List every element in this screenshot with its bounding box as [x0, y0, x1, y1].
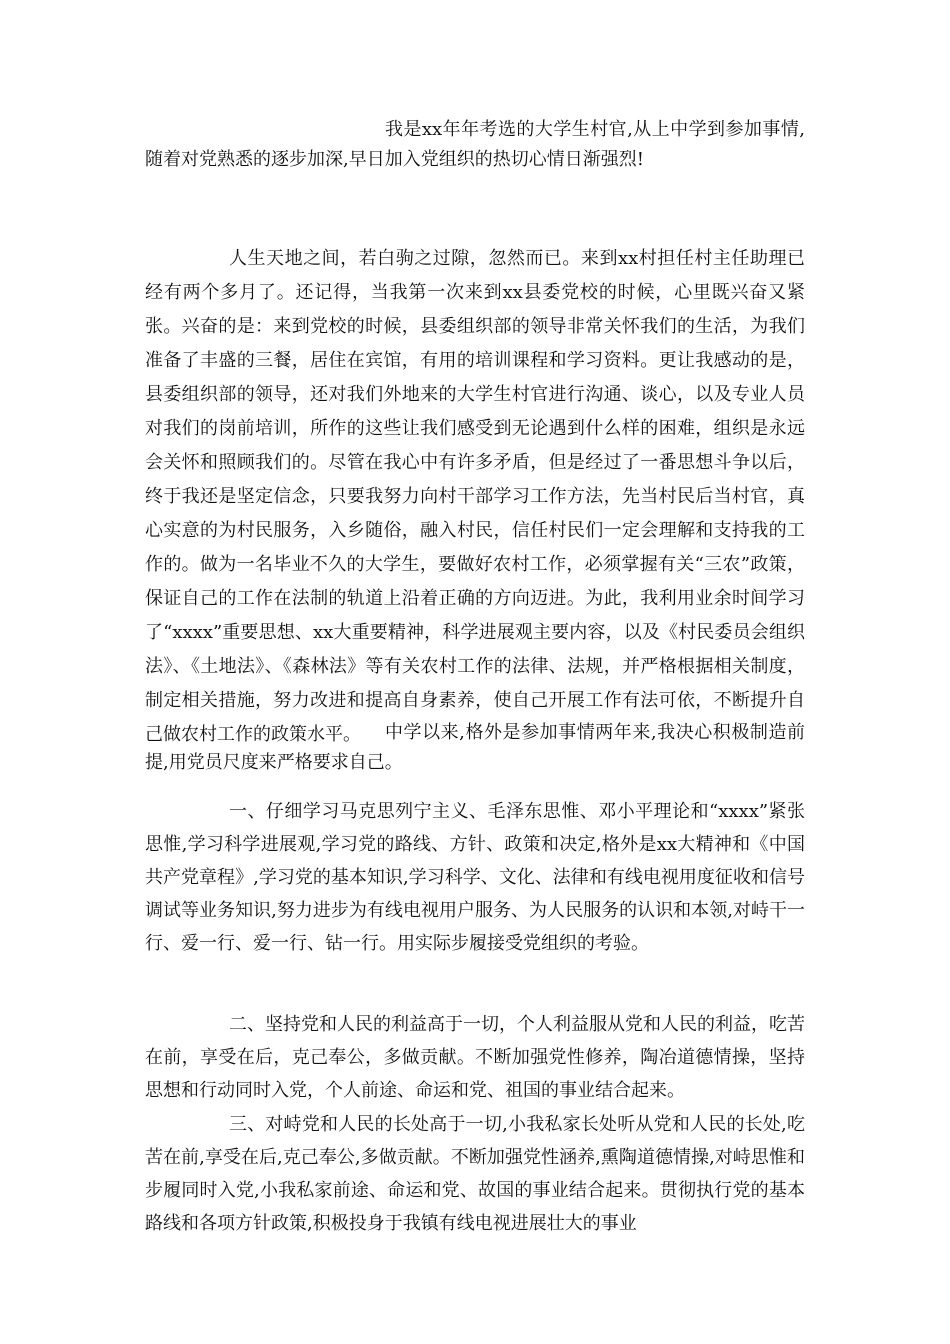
paragraph-point-one: 一、仔细学习马克思列宁主义、毛泽东思惟、邓小平理论和“xxxx”紧张思惟,学习科学进展观,学习党的路线、方针、政策和决定,格外是xx大精神和《中国共产党章程》,学习党的基本知识,学习科学、文化、法律和有线电视用度征收和信号调试等业务知识,努力进步为有线电视用户服务、为人民服务的认识和本领,对峙干一行、爱一行、爱一行、钻一行。用实际步履接受党组织的考验。: [145, 801, 805, 954]
paragraph-commitment: 中学以来,格外是参加事情两年来,我决心积极制造前提,用党员尺度来严格要求自己。: [145, 722, 805, 773]
paragraph-intro: 我是xx年年考选的大学生村官,从上中学到参加事情,随着对党熟悉的逐步加深,早日加入党组织的热切心情日渐强烈!: [145, 119, 805, 170]
paragraph-point-three: 三、对峙党和人民的长处高于一切,小我私家长处听从党和人民的长处,吃苦在前,享受在后,克己奉公,多做贡献。不断加强党性涵养,熏陶道德情操,对峙思惟和步履同时入党,小我私家前途、命运和党、故国的事业结合起来。贯彻执行党的基本路线和各项方针政策,积极投身于我镇有线电视进展壮大的事业: [145, 1114, 805, 1234]
paragraph-point-two: 二、坚持党和人民的利益高于一切，个人利益服从党和人民的利益，吃苦在前，享受在后，克己奉公，多做贡献。不断加强党性修养，陶冶道德情操，坚持思想和行动同时入党，个人前途、命运和党、祖国的事业结合起来。: [145, 1014, 805, 1101]
paragraph-village-work: 人生天地之间，若白驹之过隙，忽然而已。来到xx村担任村主任助理已经有两个多月了。还记得，当我第一次来到xx县委党校的时候，心里既兴奋又紧张。兴奋的是：来到党校的时候，县委组织部的领导非常关怀我们的生活，为我们准备了丰盛的三餐，居住在宾馆，有用的培训课程和学习资料。更让我感动的是，县委组织部的领导，还对我们外地来的大学生村官进行沟通、谈心，以及专业人员对我们的岗前培训，所作的这些让我们感受到无论遇到什么样的困难，组织是永远会关怀和照顾我们的。尽管在我心中有许多矛盾，但是经过了一番思想斗争以后，终于我还是坚定信念，只要我努力向村干部学习工作方法，先当村民后当村官，真心实意的为村民服务，入乡随俗，融入村民，信任村民们一定会理解和支持我的工作的。做为一名毕业不久的大学生，要做好农村工作，必须掌握有关“三农”政策，保证自己的工作在法制的轨道上沿着正确的方向迈进。为此，我利用业余时间学习了“xxxx”重要思想、xx大重要精神，科学进展观主要内容，以及《村民委员会组织法》、《土地法》、《森林法》等有关农村工作的法律、法规，并严格根据相关制度，制定相关措施，努力改进和提高自身素养，使自己开展工作有法可依，不断提升自己做农村工作的政策水平。: [145, 248, 805, 745]
